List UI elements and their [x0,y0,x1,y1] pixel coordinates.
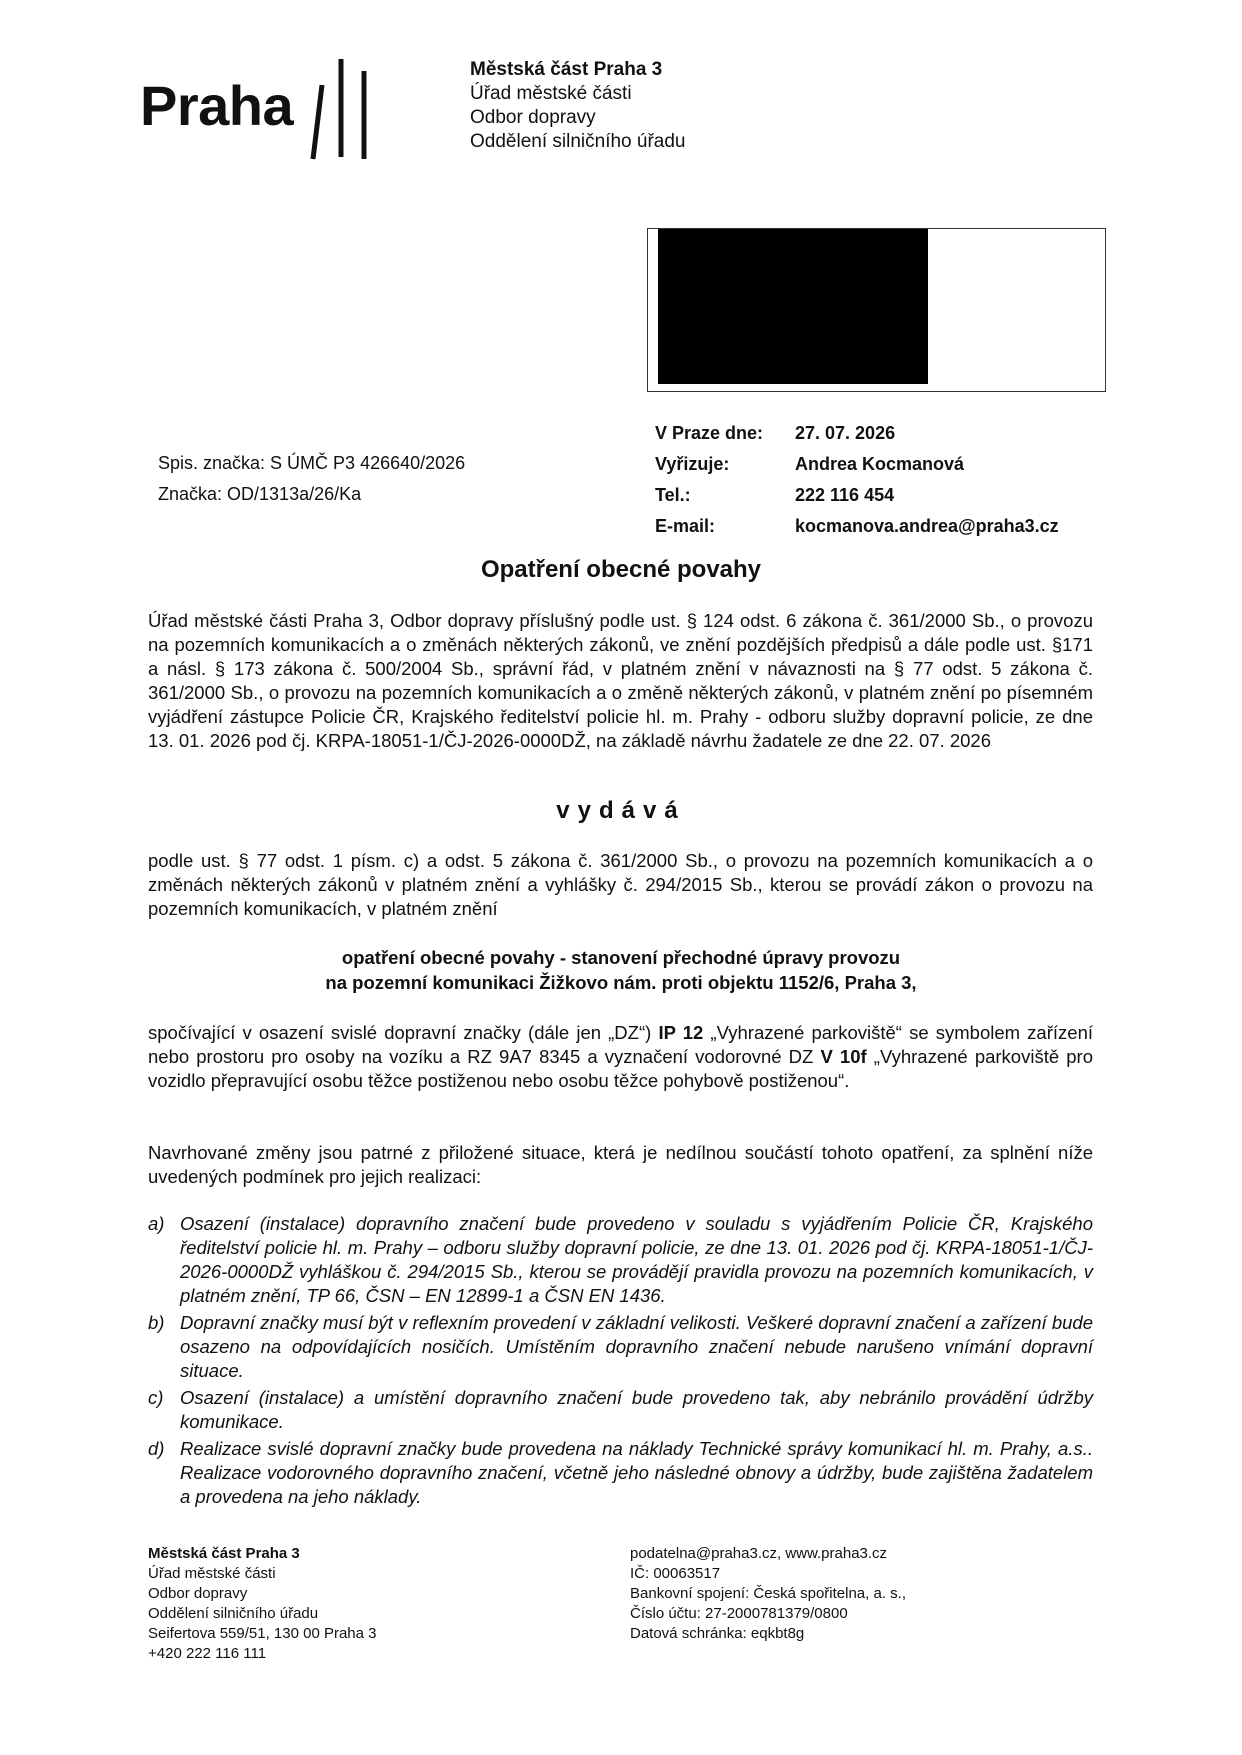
footer-section: Oddělení silničního úřadu [148,1605,319,1622]
ref-value: 222 116 454 [795,485,895,505]
reference-table [655,418,1059,542]
footer-org-name: Městská část Praha 3 [148,1545,300,1562]
conditions-list [148,1212,1093,1512]
footer-office: Úřad městské části [148,1565,276,1582]
znacka: Značka: OD/1313a/26/Ka [158,484,362,504]
ref-label: V Praze dne: [655,423,764,443]
condition-letter: a) [148,1213,165,1234]
condition-text: Dopravní značky musí být v reflexním provedení v základní velikosti. Veškeré dopravní značení a zařízení bude osazeno na odpovídajících nosičích. Umístěním dopravního značení nebude narušeno vnímání dopravní situace. [180,1312,1093,1381]
condition-item [148,1386,1093,1434]
footer-street: Seifertova 559/51, 130 00 Praha 3 [148,1625,377,1642]
subject-line-1: opatření obecné povahy - stanovení přechodné úpravy provozu [341,947,901,968]
footer-address [148,1544,377,1664]
footer-department: Odbor dopravy [148,1585,248,1602]
ref-value: kocmanova.andrea@praha3.cz [795,516,1059,536]
condition-text: Realizace svislé dopravní značky bude provedena na náklady Technické správy komunikací hl. m. Prahy, a.s.. Realizace vodorovného dopravního značení, včetně jeho následné obnovy a údržby, bude zajištěna žadatelem a provedena na jeho náklady. [180,1438,1093,1507]
condition-item [148,1437,1093,1509]
condition-letter: c) [148,1387,164,1408]
condition-letter: d) [148,1438,165,1459]
recipient-address-box [647,228,1106,392]
redacted-address [658,229,928,384]
measure-text-2: „Vyhrazené parkoviště“ se symbolem zařízení nebo prostoru pro osoby na vozíku a RZ 9A7 8345 a vyznačení vodorovné DZ [148,1022,1093,1067]
vydava-heading: vydává [556,797,686,824]
ref-label: Tel.: [655,485,691,505]
measure-text-1: spočívající v osazení svislé dopravní značky (dále jen „DZ“) [148,1022,659,1043]
footer-email-web: podatelna@praha3.cz, www.praha3.cz [630,1545,888,1562]
ref-label: Vyřizuje: [655,454,730,474]
intro-paragraph: Úřad městské části Praha 3, Odbor dopravy příslušný podle ust. § 124 odst. 6 zákona č. 361/2000 Sb., o provozu na pozemních komunikacích a o změnách některých zákonů, ve znění pozdějších předpisů a dále podle ust. §171 a násl. § 173 zákona č. 500/2004 Sb., správní řád, v platném znění v návaznosti na § 77 odst. 5 zákona č. 361/2000 Sb., o provozu na pozemních komunikacích a o změně některých zákonů, v platném znění po písemném vyjádření zástupce Policie ČR, Krajského ředitelství policie hl. m. Prahy - odboru služby dopravní policie, ze dne 13. 01. 2026 pod čj. KRPA-18051-1/ČJ-2026-0000DŽ, na základě návrhu žadatele ze dne 22. 07. 2026 [148,610,1093,751]
praha-logo-text: Praha [140,74,294,137]
ref-row-date [655,418,1059,449]
subject-heading [0,945,1242,995]
org-header-block [470,58,685,154]
spis-znacka: Spis. značka: S ÚMČ P3 426640/2026 [158,453,466,473]
org-office: Úřad městské části [470,83,632,104]
ref-row-email [655,511,1059,542]
condition-text: Osazení (instalace) a umístění dopravního značení bude provedeno tak, aby nebránilo provádění údržby komunikace. [180,1387,1093,1432]
subject-line-2: na pozemní komunikaci Žižkovo nám. proti objektu 1152/6, Praha 3, [325,972,917,993]
condition-text: Osazení (instalace) dopravního značení bude provedeno v souladu s vyjádřením Policie ČR, Krajského ředitelství policie hl. m. Prahy – odboru služby dopravní policie, ze dne 13. 01. 2026 pod čj. KRPA-18051-1/ČJ-2026-0000DŽ vyhláškou č. 294/2015 Sb., kterou se provádějí pravidla provozu na pozemních komunikacích, v platném znění, TP 66, ČSN – EN 12899-1 a ČSN EN 1436. [180,1213,1093,1306]
praha-logo-bars-icon [308,55,378,165]
reference-left [158,448,465,510]
footer-account: Číslo účtu: 27-2000781379/0800 [630,1605,848,1622]
measure-paragraph [148,1021,1093,1093]
ref-label: E-mail: [655,516,716,536]
org-name: Městská část Praha 3 [470,59,663,80]
ref-value: 27. 07. 2026 [795,423,896,443]
footer-phone: +420 222 116 111 [148,1645,267,1662]
proposal-paragraph: Navrhované změny jsou patrné z přiložené situace, která je nedílnou součástí tohoto opatření, za splnění níže uvedených podmínek pro jejich realizaci: [148,1142,1093,1187]
footer-ico: IČ: 00063517 [630,1565,721,1582]
org-section: Oddělení silničního úřadu [470,131,686,152]
document-title: Opatření obecné povahy [480,556,762,583]
condition-item [148,1311,1093,1383]
footer-bank: Bankovní spojení: Česká spořitelna, a. s., [630,1585,906,1602]
footer-databox: Datová schránka: eqkbt8g [630,1625,805,1642]
sign-code-ip12: IP 12 [658,1022,704,1043]
condition-letter: b) [148,1312,165,1333]
legal-basis-paragraph: podle ust. § 77 odst. 1 písm. c) a odst. 5 zákona č. 361/2000 Sb., o provozu na pozemních komunikacích a o změnách některých zákonů v platném znění a vyhlášky č. 294/2015 Sb., kterou se provádí zákon o provozu na pozemních komunikacích, v platném znění [148,850,1093,919]
ref-row-handler [655,449,1059,480]
condition-item [148,1212,1093,1308]
footer-contacts [630,1544,906,1644]
ref-row-phone [655,480,1059,511]
measure-text-3: „Vyhrazené parkoviště pro vozidlo přepravující osobu těžce postiženou nebo osobu těžce pohybově postiženou“. [148,1046,1093,1091]
sign-code-v10f: V 10f [820,1046,867,1067]
org-department: Odbor dopravy [470,107,596,128]
ref-value: Andrea Kocmanová [795,454,965,474]
